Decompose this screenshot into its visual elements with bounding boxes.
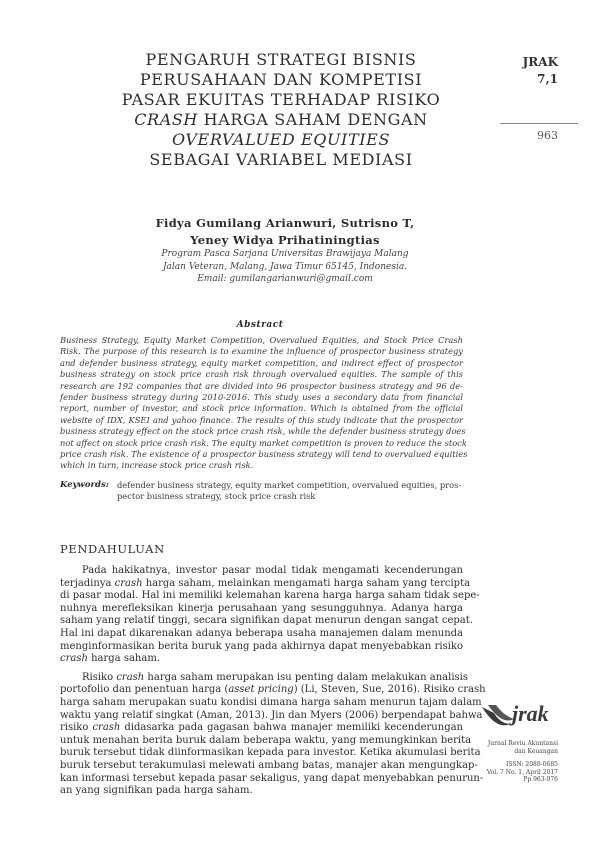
abstract-line: research are 192 companies that are divided into 96 prospector business strategy and 96 de-	[60, 380, 463, 391]
body-line: menginformasikan berita buruk yang pada akhirnya dapat menyebabkan risiko	[60, 640, 463, 652]
title-italic: CRASH	[134, 110, 198, 129]
body-line	[60, 684, 486, 697]
affiliation-line: Jalan Veteran, Malang, Jawa Timur 65145, Indonesia.	[162, 261, 408, 272]
body-italic: crash	[60, 653, 88, 665]
jrak-logo	[478, 693, 570, 733]
section-body	[60, 565, 486, 798]
body-line: untuk menahan berita buruk dalam beberapa waktu, yang memungkinkan berita	[60, 734, 472, 746]
body-line: saham yang relatif tinggi, secara signifikan dapat menurun dengan sangat cepat.	[60, 615, 473, 627]
author-line: Fidya Gumilang Arianwuri, Sutrisno T,	[155, 216, 415, 230]
body-italic: crash	[114, 577, 143, 589]
abstract-line: website of IDX, KSEI and yahoo finance. The results of this study indicate that the prospector	[60, 414, 463, 425]
body-line: an yang signifikan pada harga saham.	[60, 785, 253, 797]
issn: ISSN: 2088-0685	[505, 761, 558, 768]
title-line	[96, 130, 466, 150]
body-italic: asset pricing	[228, 684, 294, 696]
abstract-line: and defender business strategy, equity market competition, and indirect effect of prospector	[60, 357, 463, 368]
body-line: buruk tersebut terakumulasi melewati ambang batas, manajer akan mengungkap-	[60, 759, 478, 771]
body-line: buruk tersebut tidak diinformasikan kepada para investor. Ketika akumulasi berita	[60, 747, 481, 759]
keywords-line: defender business strategy, equity market competition, overvalued equities, pros-	[117, 480, 462, 490]
title-line	[96, 110, 466, 130]
page-range: Pp 963-976	[523, 776, 558, 783]
keywords-label: Keywords:	[60, 480, 109, 490]
body-text: didasarka pada gagasan bahwa manajer memiliki kecenderungan	[120, 722, 463, 734]
volume-label: 7,1	[537, 72, 558, 86]
author-line: Yeney Widya Prihatiningtias	[190, 233, 380, 247]
logo-text: jrak	[512, 701, 549, 726]
email-line: Email: gumilangarianwuri@gmail.com	[197, 274, 373, 284]
title-line: PASAR EKUITAS TERHADAP RISIKO	[121, 90, 441, 109]
body-text: risiko	[60, 722, 93, 734]
journal-meta	[470, 761, 558, 784]
section-heading: PENDAHULUAN	[60, 542, 165, 556]
title-italic: OVERVALUED EQUITIES	[171, 130, 391, 149]
volume-issue: Vol. 7 No. 1, April 2017	[486, 768, 558, 776]
body-line	[60, 671, 468, 685]
abstract-line: report, number of investor, and stock price information. Which is obtained from the official	[60, 403, 463, 414]
abstract-line: price crash risk. The existence of a prospector business strategy will tend to overvalued equities	[60, 449, 468, 460]
body-text: ) (Li, Steven, Sue, 2016). Risiko crash	[293, 684, 486, 696]
abstract-line: Business Strategy, Equity Market Competition, Overvalued Equities, and Stock Price Crash	[60, 335, 463, 345]
journal-name	[480, 740, 558, 755]
journal-code	[500, 54, 558, 88]
body-text: Risiko	[82, 671, 117, 683]
journal-name-line: dan Keuangan	[514, 747, 558, 755]
keywords-text	[117, 480, 467, 503]
journal-name-line: Jurnal Reviu Akuntansi	[487, 740, 558, 747]
title-line: SEBAGAI VARIABEL MEDIASI	[149, 150, 413, 169]
abstract-line: not affect on stock price crash risk. The equity market competition is proven to reduce the stock	[60, 437, 467, 448]
body-text: terjadinya	[60, 577, 115, 589]
body-line: Pada hakikatnya, investor pasar modal tidak mengamati kecenderungan	[82, 565, 463, 576]
body-line: di pasar modal. Hal ini memiliki kelemahan karena harga harga saham tidak sepe-	[60, 590, 480, 602]
body-line	[60, 653, 463, 666]
abstract-line: business strategy on stock price crash risk through overvalued equities. The sample of this	[60, 369, 463, 380]
body-text: harga saham.	[87, 653, 160, 665]
abstract-line: which in turn, increase stock price crash risk.	[60, 460, 254, 471]
keywords-line: pector business strategy, stock price crash risk	[117, 491, 316, 502]
body-line: nuhnya merefleksikan kinerja perusahaan yang sesungguhnya. Adanya harga	[60, 602, 463, 614]
body-italic: crash	[116, 671, 145, 683]
abstract-line: fender business strategy during 2010-2016. This study uses a secondary data from financial	[60, 392, 463, 403]
body-line: kan informasi tersebut kepada pasar sekaligus, yang dapat menyebabkan penurun-	[60, 772, 484, 784]
abstract-line: Risk. The purpose of this research is to examine the influence of prospector business strategy	[60, 346, 463, 357]
body-line	[60, 722, 463, 735]
title-text: HARGA SAHAM DENGAN	[197, 110, 428, 129]
abstract-line: business strategy effect on the stock price crash risk, while the defender business strategy does	[60, 426, 466, 437]
authors	[100, 215, 470, 249]
body-line: waktu yang relatif singkat (Aman, 2013). Jin dan Myers (2006) berpendapat bahwa	[60, 709, 483, 721]
body-text: harga saham, melainkan mengamati harga saham yang tercipta	[142, 577, 471, 589]
abstract-heading: Abstract	[236, 320, 284, 330]
journal-code-label: JRAK	[522, 55, 558, 69]
margin-divider	[500, 123, 578, 124]
body-line: harga saham merupakan suatu kondisi dimana harga saham menurun tajam dalam	[60, 696, 482, 708]
body-italic: crash	[92, 722, 121, 734]
title-line: PERUSAHAAN DAN KOMPETISI	[139, 70, 423, 89]
paper-title	[96, 50, 466, 170]
body-text: portofolio dan penentuan harga (	[60, 684, 229, 696]
body-line	[60, 577, 471, 591]
page-number: 963	[537, 129, 558, 142]
affiliation-line: Program Pasca Sarjana Universitas Brawijaya Malang	[161, 249, 409, 259]
title-line: PENGARUH STRATEGI BISNIS	[145, 50, 417, 69]
affiliation	[100, 248, 470, 286]
abstract-body	[60, 335, 468, 472]
body-text: harga saham merupakan isu penting dalam melakukan analisis	[144, 671, 468, 683]
body-line: Hal ini dapat dikarenakan adanya beberapa usaha manajemen dalam menunda	[60, 627, 463, 639]
